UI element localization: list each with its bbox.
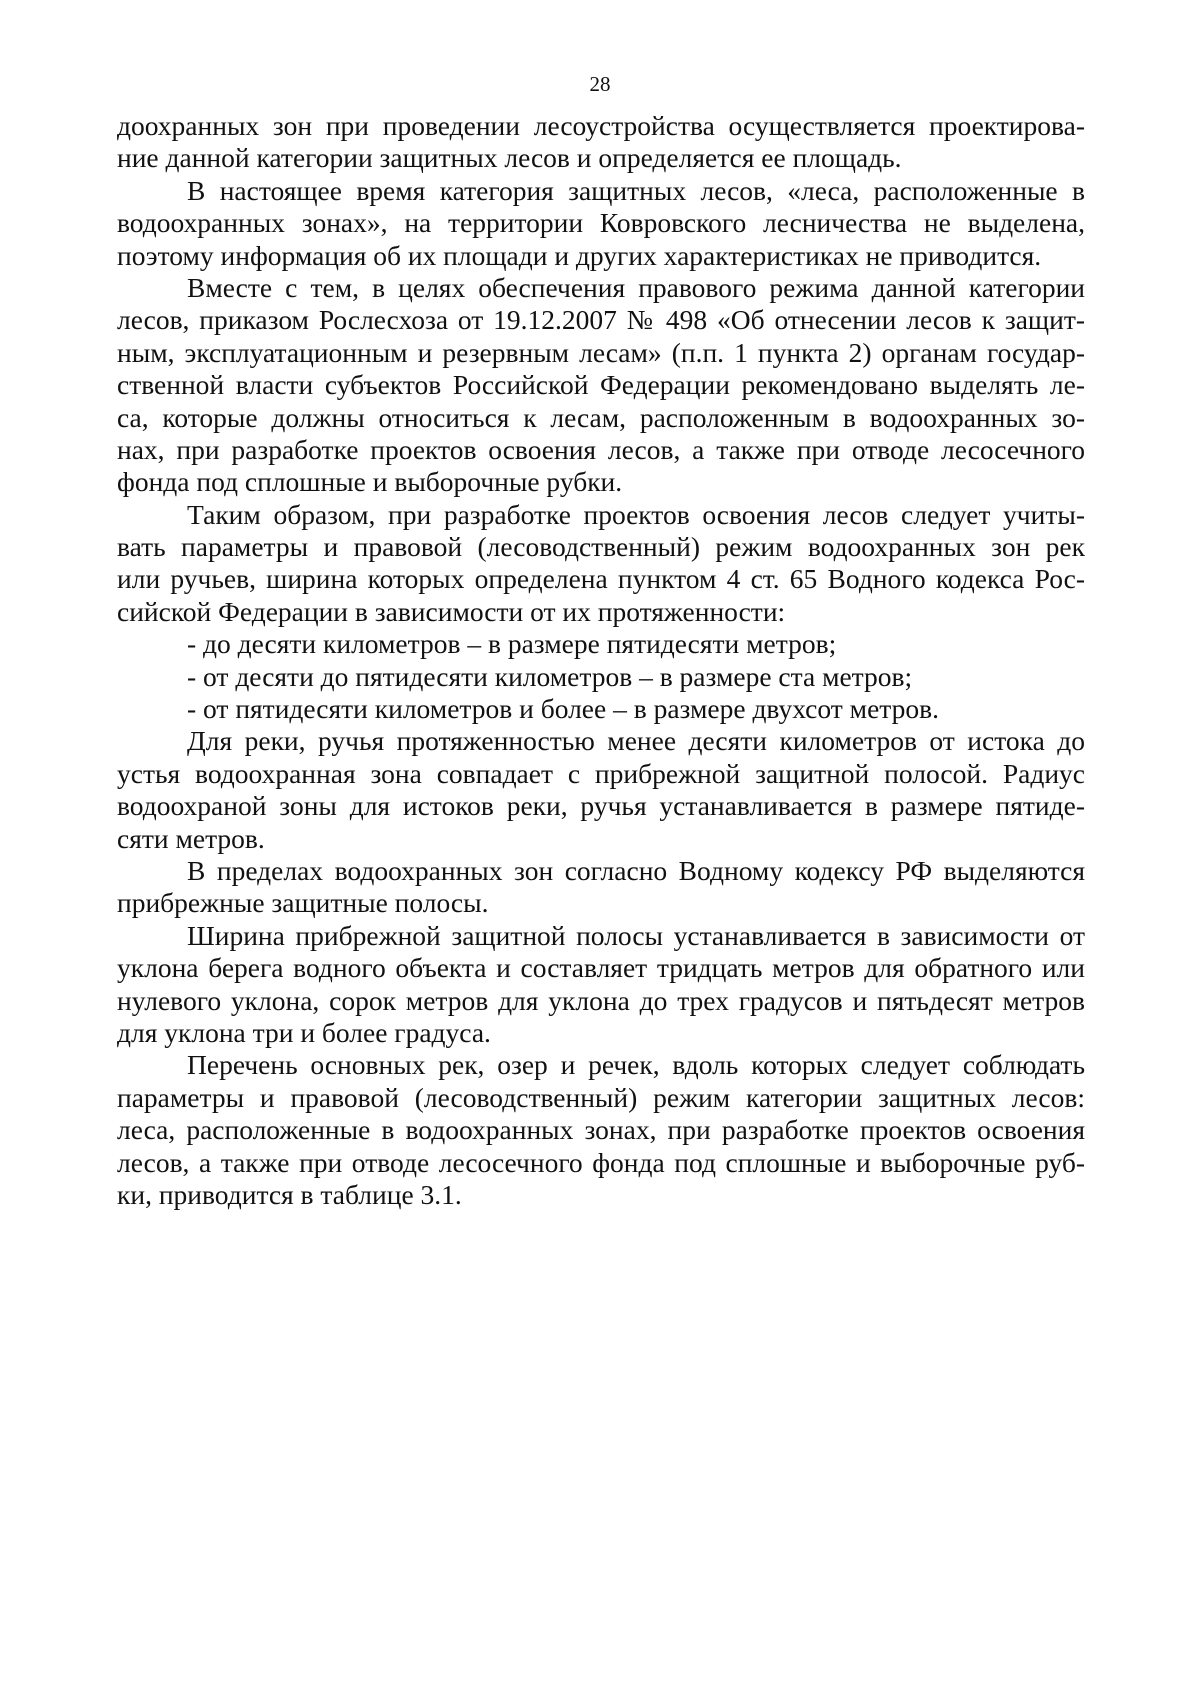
text-line: ние данной категории защитных лесов и определяется ее площадь. [117,142,902,174]
text-line: сяти метров. [117,822,265,854]
text-line: доохранных зон при проведении лесоустройства осуществляется проектирова- [117,110,1085,141]
text-line: ственной власти субъектов Российской Федерации рекомендовано выделять ле- [117,369,1085,401]
text-line: для уклона три и более градуса. [117,1016,491,1048]
text-line: Вместе с тем, в целях обеспечения правового режима данной категории [187,271,1085,303]
text-line: Для реки, ручья протяженностью менее десяти километров от истока до [187,725,1085,757]
list-item: - до десяти километров – в размере пятидесяти метров; [187,628,837,660]
text-line: нулевого уклона, сорок метров для уклона до трех градусов и пятьдесят метров [117,984,1085,1016]
text-line: лесов, приказом Рослесхоза от 19.12.2007 № 498 «Об отнесении лесов к защит- [117,304,1085,336]
text-line: прибрежные защитные полосы. [117,887,489,919]
text-line: или ручьев, ширина которых определена пунктом 4 ст. 65 Водного кодекса Рос- [117,563,1085,595]
text-line: Таким образом, при разработке проектов освоения лесов следует учиты- [187,498,1085,530]
text-line: водоохраной зоны для истоков реки, ручья устанавливается в размере пятиде- [117,790,1085,822]
text-line: фонда под сплошные и выборочные рубки. [117,466,623,498]
text-line: водоохранных зонах», на территории Ковровского лесничества не выделена, [117,207,1085,239]
body-text [117,110,1085,1211]
text-line: устья водоохранная зона совпадает с прибрежной защитной полосой. Радиус [117,757,1085,789]
text-line: поэтому информация об их площади и других характеристиках не приводится. [117,239,1042,271]
text-line: параметры и правовой (лесоводственный) режим категории защитных лесов: [117,1081,1085,1113]
text-line: нах, при разработке проектов освоения лесов, а также при отводе лесосечного [117,433,1085,465]
text-line: вать параметры и правовой (лесоводственный) режим водоохранных зон рек [117,531,1085,563]
text-line: сийской Федерации в зависимости от их протяженности: [117,595,786,627]
text-line: са, которые должны относиться к лесам, расположенным в водоохранных зо- [117,401,1085,433]
text-line: Ширина прибрежной защитной полосы устанавливается в зависимости от [187,919,1085,951]
list-item: - от пятидесяти километров и более – в размере двухсот метров. [187,693,939,725]
text-line: ным, эксплуатационным и резервным лесам» (п.п. 1 пункта 2) органам государ- [117,336,1085,368]
list-item: - от десяти до пятидесяти километров – в размере ста метров; [187,660,913,692]
text-line: леса, расположенные в водоохранных зонах, при разработке проектов освоения [117,1114,1085,1146]
text-line: уклона берега водного объекта и составляет тридцать метров для обратного или [117,952,1085,984]
text-line: ки, приводится в таблице 3.1. [117,1178,462,1210]
text-line: лесов, а также при отводе лесосечного фонда под сплошные и выборочные руб- [117,1146,1085,1178]
text-line: В настоящее время категория защитных лесов, «леса, расположенные в [187,174,1085,206]
text-line: Перечень основных рек, озер и речек, вдоль которых следует соблюдать [187,1049,1085,1081]
text-line: В пределах водоохранных зон согласно Водному кодексу РФ выделяются [187,854,1085,886]
page-number: 28 [589,72,611,96]
